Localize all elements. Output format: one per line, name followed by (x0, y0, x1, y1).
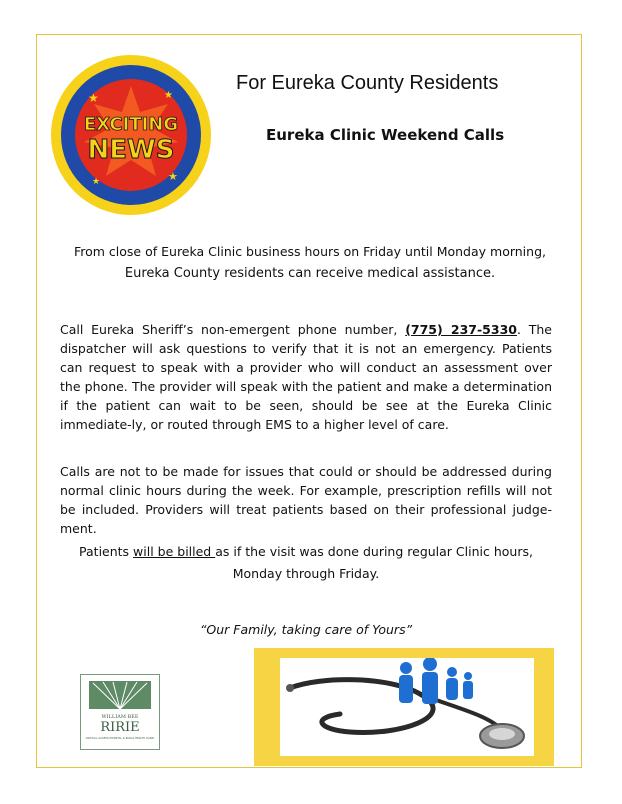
page-subtitle: Eureka Clinic Weekend Calls (266, 126, 505, 144)
badge-line2: NEWS (87, 135, 175, 165)
sparkle-icon: ★ (164, 90, 173, 101)
billing-underlined: will be billed (133, 544, 216, 559)
logo-line2: RIRIE (100, 720, 140, 735)
logo-line3: CRITICAL ACCESS HOSPITAL & RURAL HEALTH CLINIC (85, 737, 155, 740)
ririe-logo-graphic (81, 675, 159, 749)
family-icon (399, 658, 473, 704)
page-title: For Eureka County Residents (236, 72, 499, 94)
sheriff-call-paragraph (60, 320, 552, 434)
paragraph1-body: . The dispatcher will ask questions to verify that it is not an emergency. Patients can request to speak with a provider who will conduct an assessment over the phone. The provider will speak with the patient and make a determination if the patient can wait to be seen, should be see at the Eureka Clinic immediate-ly, or routed through EMS to a higher level of care. (60, 322, 552, 432)
exciting-news-badge (48, 52, 214, 218)
sparkle-icon: ★ (88, 91, 99, 105)
logo-sunburst-panel (89, 681, 151, 709)
ririe-logo (80, 674, 160, 750)
badge-line1: EXCITING (83, 114, 179, 135)
billing-line-1 (60, 544, 552, 559)
sparkle-icon: ★ (92, 177, 101, 187)
stethoscope-family-image (280, 658, 534, 756)
slogan-quote: “Our Family, taking care of Yours” (199, 622, 413, 637)
sheriff-phone-number: (775) 237-5330 (405, 322, 517, 337)
sparkle-icon: ★ (168, 170, 178, 183)
calls-policy-paragraph: Calls are not to be made for issues that could or should be addressed during normal clinic hours during the week. For example, prescription refills will not be included. Providers will treat patients based on their professional judge-ment. (60, 464, 552, 536)
intro-line-1: From close of Eureka Clinic business hours on Friday until Monday morning, (73, 244, 546, 259)
paragraph1-lead: Call Eureka Sheriff’s non-emergent phone number, (60, 322, 406, 337)
logo-line1: WILLIAM BEE (101, 714, 139, 720)
intro-line-2: Eureka County residents can receive medical assistance. (124, 266, 496, 281)
billing-after: as if the visit was done during regular Clinic hours, (215, 544, 533, 559)
billing-before: Patients (79, 544, 134, 559)
billing-line-2: Monday through Friday. (232, 566, 380, 581)
